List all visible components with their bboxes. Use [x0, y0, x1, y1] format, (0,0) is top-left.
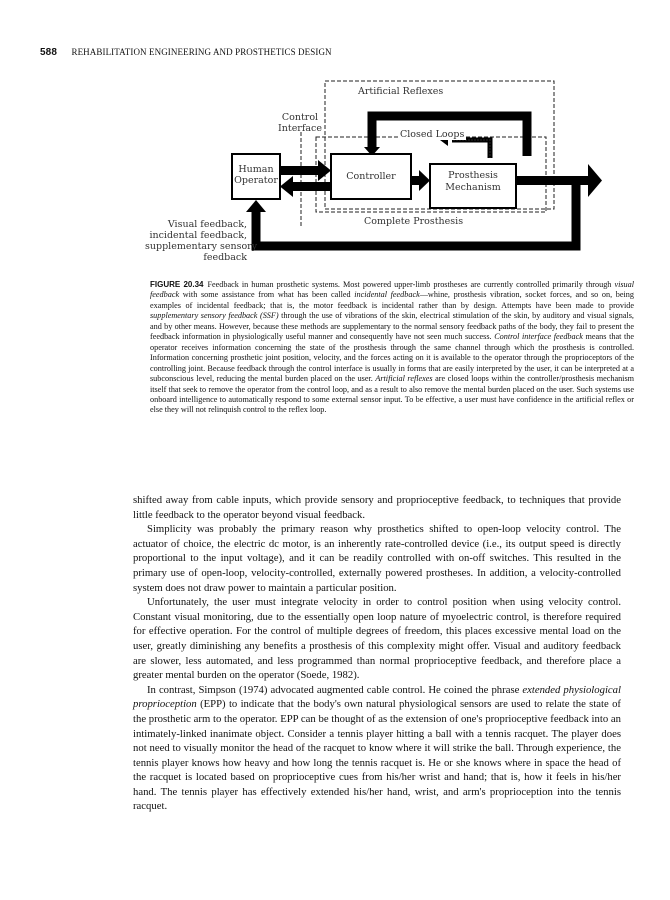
interface-feedback-shaft [292, 182, 331, 191]
paragraph: shifted away from cable inputs, which provide sensory and proprioceptive feedback, to techniques that provide little feedback to the operator beyond visual feedback. [133, 494, 621, 521]
human-operator-label-2: Operator [234, 175, 278, 186]
feedback-label-line: supplementary sensory [145, 241, 258, 252]
prosthesis-mechanism-label-2: Mechanism [445, 182, 501, 193]
caption-text: —whine, prosthesis vibration, socket forces, and so on, being examples of incidental feedback; that is, the motor feedback is incidental rather than by design. Attempts have been made to provide [150, 290, 634, 310]
closed-loops-arrow-hatch [452, 140, 490, 158]
feedback-label-line: Visual feedback, [167, 219, 247, 230]
output-arrow-head [588, 164, 602, 197]
page-number: 588 [40, 47, 57, 58]
figure-caption [150, 280, 634, 416]
caption-term: incidental feedback [354, 290, 420, 300]
paragraph: Simplicity was probably the primary reason why prosthetics shifted to open-loop velocity control. The actuator of choice, the electric dc motor, is an inherently rate-controlled device (i.e., its output speed is directly proportional to the input voltage), and it can be readily controlled with on-off switches. This resulted in the primary use of open-loop, velocity-controlled, externally powered prostheses. In addition, a velocity-controlled system does not draw power to maintain a particular position. [133, 523, 621, 594]
caption-text: through the use of vibrations of the skin, electrical stimulation of the skin, by auditory and visual signals, and by other means. However, because these methods are supplementary to the normal sensory feedback paths of the body, they fail to present the feedback information in physiologically useful manner and consequently have not seen much success. [150, 311, 634, 342]
feedback-types-label [145, 219, 258, 263]
artificial-reflexes-label: Artificial Reflexes [358, 86, 444, 97]
caption-text: are closed loops within the controller/prosthesis mechanism itself that seek to remove the operator from the control loop, and as a result to also remove the mental burden placed on the user. Such systems use onboard intelligence to automatically respond to some external sensor input. To be effective, a user must have confidence in the artificial reflex or else they will not relinquish control to the reflex loop. [150, 374, 634, 415]
controller-to-prosthesis-head [419, 170, 430, 191]
control-interface-label-1: Control [281, 112, 319, 123]
feedback-label-line: incidental feedback, [149, 230, 247, 241]
paragraph-text: (EPP) to indicate that the body's own natural physiological sensors are used to relate the state of the prosthetic arm to the operator. EPP can be thought of as the extension of one's proprioceptive feedback into an intimately-linked inanimate object. Consider a tennis player hitting a ball with a tennis racquet. The player does not need to visually monitor the head of the racquet to know where it will strike the ball. Through experience, the tennis player knows how heavy and how long the tennis racquet is. He or she knows where in space the head of the racquet is located based on proprioceptive cues from his/her wrist and hand; that is, how it feels in his/her hand. The tennis player has effectively extended his/her hand, wrist, and arm's proprioception into the tennis racquet. [133, 698, 621, 813]
body-text [133, 493, 621, 814]
caption-text: Feedback in human prosthetic systems. Most powered upper-limb prostheses are currently controlled primarily through [207, 280, 615, 289]
feedback-label-line: feedback [203, 252, 247, 263]
closed-loops-arrow [452, 140, 490, 158]
caption-label: FIGURE 20.34 [150, 280, 204, 289]
paragraph: Unfortunately, the user must integrate velocity in order to control position when using velocity control. Constant visual monitoring, due to the essentially open loop nature of myoelectric control, is therefore required for effective operation. For the control of multiple degrees of freedom, this places excessive mental load on the user, greatly diminishing any benefits a prosthesis of this complexity might offer. Visual and auditory feedback are slower, less automated, and less programmed than normal proprioceptive feedback, and therefore place a greater mental burden on the operator (Soede, 1982). [133, 596, 621, 682]
caption-text: means that the operator receives information concerning the state of the prosthesis through the same channel through which the prosthesis is controlled. Information concerning prosthetic joint position, velocity, and the forces acting on it is available to the operator through the proprioceptors of the controlling joint. Because feedback through the control interface is usually in forms that are easily interpreted by the user, it can be interpreted at a subconscious level, reducing the mental burden placed on the user. [150, 332, 634, 384]
paragraph [133, 683, 621, 814]
feedback-loop-arrowhead [246, 200, 266, 212]
paragraph-term: extended physiological proprioception [133, 683, 621, 711]
human-operator-label-1: Human [238, 164, 274, 175]
caption-term: visual feedback [150, 280, 634, 300]
control-interface-label-2: Interface [278, 123, 322, 134]
closed-loops-label: Closed Loops [400, 129, 465, 140]
paragraph-text: In contrast, Simpson (1974) advocated augmented cable control. He coined the phrase [147, 683, 523, 696]
complete-prosthesis-label: Complete Prosthesis [364, 216, 464, 227]
interface-feedback-head [280, 176, 293, 197]
caption-text: with some assistance from what has been called [179, 290, 355, 300]
running-head [40, 47, 332, 58]
human-to-controller-shaft [280, 166, 320, 175]
prosthesis-mechanism-label-1: Prosthesis [448, 170, 498, 181]
controller-label: Controller [346, 171, 396, 182]
caption-term: supplementary sensory feedback (SSF) [150, 311, 279, 321]
running-title: REHABILITATION ENGINEERING AND PROSTHETICS DESIGN [71, 47, 332, 57]
caption-term: Artificial reflexes [375, 374, 433, 384]
caption-term: Control interface feedback [494, 332, 583, 342]
